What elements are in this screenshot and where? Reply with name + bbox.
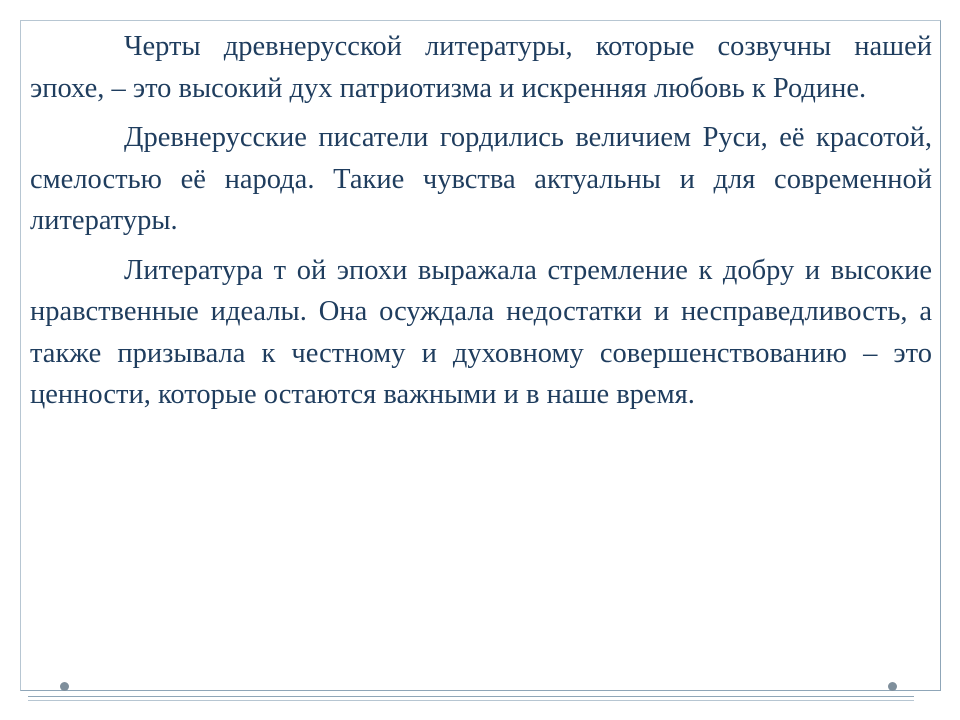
text-body — [30, 26, 932, 424]
paragraph-1: Черты древнерусской литературы, которые созвучны нашей эпохе, – это высокий дух патриотизма и искренняя любовь к Родине. — [30, 31, 932, 104]
paragraph-2: Древнерусские писатели гордились величием Руси, её красотой, смелостью её народа. Такие чувства актуальны и для современной литературы. — [30, 122, 932, 236]
footer-rule-bottom — [28, 700, 914, 701]
paragraph-3: Литература т ой эпохи выражала стремление к добру и высокие нравственные идеалы. Она осуждала недостатки и несправедливость, а также призывала к честному и духовному совершенствованию – это ценности, которые остаются важными и в наше время. — [30, 254, 932, 410]
footer-rule-top — [28, 696, 914, 697]
ornament-dot-left — [60, 682, 69, 691]
ornament-dot-right — [888, 682, 897, 691]
